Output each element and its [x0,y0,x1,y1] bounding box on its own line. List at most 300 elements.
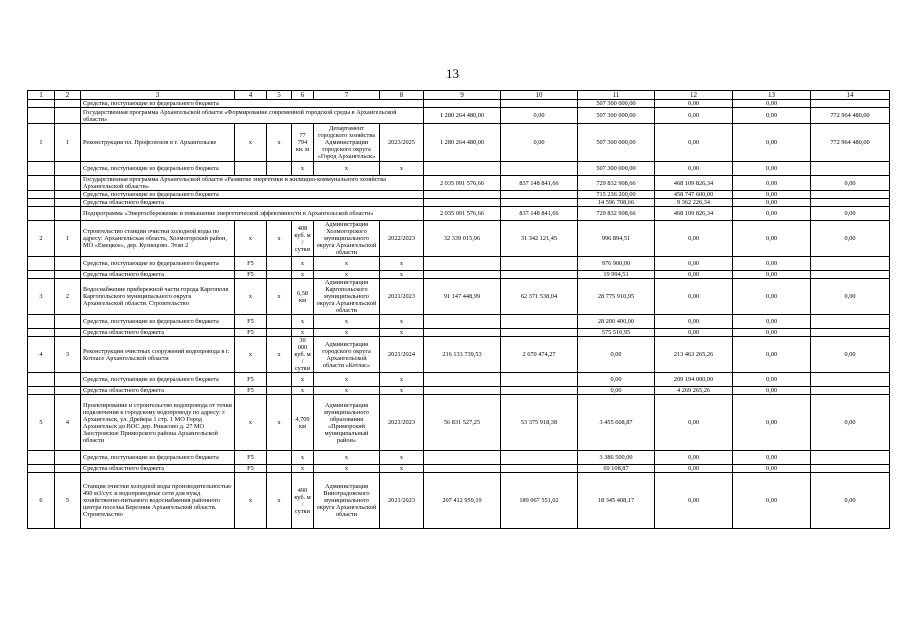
cell-c10 [501,162,578,176]
cell-c1 [28,451,55,465]
cell-c13: 0,00 [733,315,811,329]
cell-c4: F5 [235,373,267,387]
cell-c12: 0,00 [655,108,733,124]
cell-c14 [811,191,890,199]
cell-c3: Средства, поступающие из федерального бюджета [81,373,235,387]
cell-c11: 507 300 000,00 [578,162,655,176]
cell-c12: 0,00 [655,451,733,465]
table-row [28,315,890,329]
cell-c9 [424,373,501,387]
header-cell: 10 [501,91,578,100]
cell-c14: 0,00 [811,279,890,315]
cell-c13: 0,00 [733,373,811,387]
cell-c14 [811,257,890,271]
cell-c14 [811,387,890,395]
cell-c11: 507 300 000,00 [578,124,655,162]
cell-c3: Средства, поступающие из федерального бюджета [81,257,235,271]
header-cell: 13 [733,91,811,100]
cell-c6: х [292,257,314,271]
cell-c9 [424,271,501,279]
cell-c8: х [380,162,424,176]
cell-c4: F5 [235,451,267,465]
table-row [28,387,890,395]
header-cell: 7 [314,91,380,100]
cell-c9 [424,451,501,465]
cell-c3: Водоснабжение прибережной части города Каргополя Каргопольского муниципального округа Архангельской области. Строительство [81,279,235,315]
cell-c5 [267,329,292,337]
cell-c11: 507 300 000,00 [578,100,655,108]
cell-c3: Средства, поступающие из федерального бюджета [81,451,235,465]
cell-c8: 2021/2023 [380,279,424,315]
table-row [28,100,890,108]
table-row [28,207,890,221]
cell-c2 [55,207,81,221]
cell-c3: Станция очистки холодной воды производительностью 490 м3/сут. и водопроводные сети для нужд хозяйственно-питьевого водоснабжения районного центра поселка Березник Архангельской области. Строительство [81,473,235,529]
cell-c13: 0,00 [733,451,811,465]
header-cell: 2 [55,91,81,100]
cell-c5: х [267,473,292,529]
cell-c2: 3 [55,337,81,373]
cell-c10 [501,387,578,395]
cell-c2: 4 [55,395,81,451]
table-row [28,329,890,337]
row-title: Средства, поступающие из федерального бюджета [81,100,424,108]
cell-c5 [267,162,292,176]
cell-c14 [811,465,890,473]
cell-c2 [55,199,81,207]
cell-c11: 729 832 908,66 [578,207,655,221]
cell-c2: 1 [55,221,81,257]
cell-c6: 4,709 км [292,395,314,451]
cell-c8: х [380,329,424,337]
cell-c7: х [314,387,380,395]
cell-c14 [811,199,890,207]
cell-c5 [267,387,292,395]
cell-c2: 2 [55,279,81,315]
cell-c1 [28,257,55,271]
cell-c10 [501,199,578,207]
cell-c9: 207 412 959,19 [424,473,501,529]
cell-c13: 0,00 [733,100,811,108]
cell-c2 [55,271,81,279]
cell-c11: 28 775 910,95 [578,279,655,315]
cell-c13: 0,00 [733,279,811,315]
cell-c11: 0,00 [578,337,655,373]
table-row [28,279,890,315]
cell-c6: 490 куб. м / сутки [292,473,314,529]
cell-c13: 0,00 [733,162,811,176]
cell-c7: Администрация Виноградовского муниципального округа Архангельской области [314,473,380,529]
header-cell: 1 [28,91,55,100]
cell-c9: 216 133 739,53 [424,337,501,373]
row-title: Средства областного бюджета [81,199,424,207]
cell-c8: х [380,451,424,465]
cell-c5: х [267,279,292,315]
cell-c2 [55,373,81,387]
cell-c9 [424,257,501,271]
cell-c10 [501,100,578,108]
cell-c5: х [267,395,292,451]
cell-c4 [235,162,267,176]
cell-c6: х [292,162,314,176]
cell-c10: 837 148 841,66 [501,176,578,191]
cell-c11: 729 832 908,66 [578,176,655,191]
cell-c7: Администрация городского округа Архангельской области «Котлас» [314,337,380,373]
table-row [28,473,890,529]
cell-c6: 408 куб. м / сутки [292,221,314,257]
cell-c9 [424,100,501,108]
cell-c8: 2023/2025 [380,124,424,162]
cell-c10 [501,373,578,387]
header-cell: 3 [81,91,235,100]
header-row [28,91,890,100]
cell-c11: 976 900,00 [578,257,655,271]
cell-c10 [501,451,578,465]
cell-c4: F5 [235,329,267,337]
header-cell: 4 [235,91,267,100]
cell-c12: 0,00 [655,221,733,257]
table-row [28,257,890,271]
cell-c4: х [235,395,267,451]
cell-c1 [28,387,55,395]
cell-c5: х [267,337,292,373]
table-row [28,176,890,191]
cell-c13: 0,00 [733,465,811,473]
cell-c3: Средства, поступающие из федерального бюджета [81,162,235,176]
cell-c8: х [380,271,424,279]
cell-c7: х [314,373,380,387]
cell-c2 [55,451,81,465]
cell-c6: х [292,271,314,279]
cell-c12: 0,00 [655,315,733,329]
cell-c3: Средства областного бюджета [81,271,235,279]
cell-c1 [28,271,55,279]
cell-c4: х [235,221,267,257]
cell-c12: 0,00 [655,395,733,451]
cell-c1 [28,315,55,329]
cell-c7: Администрация Каргопольского муниципального округа Архангельской области [314,279,380,315]
cell-c9 [424,191,501,199]
cell-c2 [55,465,81,473]
cell-c6: х [292,329,314,337]
row-title: Средства, поступающие из федерального бюджета [81,191,424,199]
cell-c2 [55,100,81,108]
cell-c7: Администрация муниципального образования «Приморский муниципальный район» [314,395,380,451]
cell-c12: 0,00 [655,100,733,108]
cell-c8: 2022/2023 [380,221,424,257]
cell-c5 [267,373,292,387]
budget-table [27,90,890,529]
cell-c11: 507 300 000,00 [578,108,655,124]
cell-c4: F5 [235,271,267,279]
cell-c2 [55,176,81,191]
cell-c1 [28,191,55,199]
cell-c9: 1 280 264 480,00 [424,124,501,162]
cell-c7: Администрация Холмогорского муниципального округа Архангельской области [314,221,380,257]
cell-c13: 0,00 [733,337,811,373]
cell-c1 [28,465,55,473]
cell-c6: 30 000 куб. м / сутки [292,337,314,373]
cell-c11: 0,00 [578,387,655,395]
cell-c10: 31 342 121,45 [501,221,578,257]
cell-c4: х [235,124,267,162]
cell-c13: 0,00 [733,257,811,271]
cell-c13: 0,00 [733,473,811,529]
cell-c14 [811,315,890,329]
cell-c12: 0,00 [655,257,733,271]
cell-c3: Средства областного бюджета [81,465,235,473]
cell-c12: 0,00 [655,279,733,315]
table-row [28,373,890,387]
header-cell: 9 [424,91,501,100]
cell-c2: 1 [55,124,81,162]
cell-c12: 0,00 [655,329,733,337]
cell-c13: 0,00 [733,199,811,207]
cell-c12: 468 109 826,34 [655,207,733,221]
cell-c1 [28,162,55,176]
cell-c10: 837 148 841,66 [501,207,578,221]
cell-c11: 28 200 400,00 [578,315,655,329]
cell-c7: х [314,271,380,279]
header-cell: 14 [811,91,890,100]
cell-c9 [424,315,501,329]
cell-c9 [424,162,501,176]
cell-c10: 0,00 [501,108,578,124]
cell-c2 [55,191,81,199]
cell-c4: F5 [235,257,267,271]
cell-c5: х [267,221,292,257]
cell-c3: Средства областного бюджета [81,329,235,337]
cell-c1: 2 [28,221,55,257]
cell-c11: 715 236 200,00 [578,191,655,199]
cell-c5 [267,271,292,279]
cell-c7: х [314,162,380,176]
cell-c9 [424,329,501,337]
cell-c2 [55,315,81,329]
table-row [28,451,890,465]
cell-c13: 0,00 [733,221,811,257]
cell-c4: х [235,473,267,529]
cell-c2 [55,162,81,176]
cell-c1: 5 [28,395,55,451]
table-row [28,221,890,257]
cell-c8: 2021/2023 [380,473,424,529]
cell-c3: Реконструкция пл. Профсоюзов в г. Архангельске [81,124,235,162]
cell-c13: 0,00 [733,395,811,451]
cell-c12: 9 362 226,34 [655,199,733,207]
cell-c10: 2 670 474,27 [501,337,578,373]
cell-c6: х [292,373,314,387]
cell-c2 [55,387,81,395]
cell-c13: 0,00 [733,124,811,162]
cell-c10 [501,315,578,329]
cell-c1: 4 [28,337,55,373]
cell-c6: х [292,451,314,465]
cell-c5: х [267,124,292,162]
cell-c13: 0,00 [733,191,811,199]
cell-c13: 0,00 [733,329,811,337]
row-title: Государственная программа Архангельской области «Формирование современной городской среды в Архангельской области» [81,108,424,124]
cell-c11: 69 108,87 [578,465,655,473]
row-title: Подпрограмма «Энергосбережение и повышение энергетической эффективности в Архангельской области» [81,207,424,221]
table-row [28,124,890,162]
cell-c4: F5 [235,387,267,395]
cell-c7: х [314,465,380,473]
cell-c8: х [380,387,424,395]
cell-c14: 0,00 [811,207,890,221]
cell-c4: х [235,337,267,373]
cell-c3: Строительство станции очистки холодной воды по адресу: Архангельская область, Холмогорский район, МО «Емецкое», дер. Кузнецово. Этап 2 [81,221,235,257]
cell-c11: 19 994,51 [578,271,655,279]
cell-c5 [267,451,292,465]
header-cell: 5 [267,91,292,100]
cell-c13: 0,00 [733,387,811,395]
cell-c9: 1 280 264 480,00 [424,108,501,124]
cell-c6: х [292,315,314,329]
cell-c12: 0,00 [655,271,733,279]
cell-c14: 0,00 [811,176,890,191]
cell-c10 [501,329,578,337]
cell-c4: х [235,279,267,315]
cell-c14: 772 964 480,00 [811,108,890,124]
cell-c10: 0,00 [501,124,578,162]
table-row [28,395,890,451]
cell-c11: 575 510,95 [578,329,655,337]
cell-c14 [811,271,890,279]
cell-c8: х [380,373,424,387]
cell-c12: 4 269 265,26 [655,387,733,395]
cell-c7: х [314,329,380,337]
cell-c3: Реконструкция очистных сооружений водопровода в г. Котласе Архангельской области [81,337,235,373]
header-cell: 11 [578,91,655,100]
cell-c13: 0,00 [733,108,811,124]
cell-c11: 18 345 408,17 [578,473,655,529]
cell-c10: 189 067 551,02 [501,473,578,529]
cell-c10 [501,191,578,199]
cell-c14 [811,373,890,387]
cell-c1 [28,108,55,124]
cell-c6: х [292,465,314,473]
cell-c9 [424,387,501,395]
cell-c8: х [380,315,424,329]
cell-c12: 0,00 [655,124,733,162]
table-row [28,191,890,199]
page-number: 13 [446,66,459,81]
header-cell: 6 [292,91,314,100]
cell-c11: 996 894,51 [578,221,655,257]
cell-c1 [28,329,55,337]
cell-c10 [501,465,578,473]
cell-c2: 5 [55,473,81,529]
cell-c3: Проектирование и строительство водопровода от точки подключения к городскому водопроводу по адресу: г. Архангельск, ул. Дрейера 1 стр. 1 МО Город Архангельск до ВОС дер. Рикасово д. 27 МО Заостровское Приморского района Архангельской области [81,395,235,451]
cell-c4: F5 [235,315,267,329]
cell-c6: 77 794 кв. м [292,124,314,162]
cell-c13: 0,00 [733,271,811,279]
cell-c13: 0,00 [733,207,811,221]
table-row [28,162,890,176]
cell-c12: 468 109 826,34 [655,176,733,191]
cell-c14: 0,00 [811,473,890,529]
cell-c3: Средства областного бюджета [81,387,235,395]
cell-c13: 0,00 [733,176,811,191]
cell-c7: х [314,451,380,465]
cell-c9 [424,199,501,207]
cell-c9: 91 147 448,99 [424,279,501,315]
header-cell: 12 [655,91,733,100]
header-cell: 8 [380,91,424,100]
cell-c5 [267,257,292,271]
cell-c11: 0,00 [578,373,655,387]
cell-c10: 62 371 538,04 [501,279,578,315]
cell-c1: 6 [28,473,55,529]
cell-c10 [501,271,578,279]
cell-c4: F5 [235,465,267,473]
cell-c2 [55,329,81,337]
cell-c1 [28,176,55,191]
table-row [28,108,890,124]
cell-c14 [811,451,890,465]
cell-c14: 0,00 [811,221,890,257]
cell-c2 [55,257,81,271]
cell-c6: х [292,387,314,395]
cell-c12: 0,00 [655,162,733,176]
cell-c2 [55,108,81,124]
cell-c7: х [314,315,380,329]
cell-c14: 0,00 [811,395,890,451]
cell-c9 [424,465,501,473]
cell-c12: 0,00 [655,465,733,473]
table-row [28,271,890,279]
cell-c14 [811,329,890,337]
table-row [28,199,890,207]
cell-c1: 1 [28,124,55,162]
cell-c3: Средства, поступающие из федерального бюджета [81,315,235,329]
cell-c12: 458 747 600,00 [655,191,733,199]
table-row [28,337,890,373]
cell-c14 [811,100,890,108]
cell-c8: 2021/2023 [380,395,424,451]
cell-c5 [267,315,292,329]
cell-c9: 2 035 091 576,66 [424,176,501,191]
row-title: Государственная программа Архангельской области «Развитие энергетики и жилищно-коммунального хозяйства Архангельской области» [81,176,424,191]
cell-c1 [28,373,55,387]
cell-c9: 56 831 527,25 [424,395,501,451]
cell-c11: 14 596 708,66 [578,199,655,207]
cell-c12: 213 463 265,26 [655,337,733,373]
cell-c8: х [380,465,424,473]
cell-c14: 772 964 480,00 [811,124,890,162]
cell-c12: 0,00 [655,473,733,529]
cell-c11: 3 455 608,87 [578,395,655,451]
cell-c8: 2021/2024 [380,337,424,373]
cell-c9: 2 035 091 576,66 [424,207,501,221]
cell-c10: 53 375 918,38 [501,395,578,451]
cell-c9: 32 339 015,96 [424,221,501,257]
cell-c11: 3 386 500,00 [578,451,655,465]
cell-c5 [267,465,292,473]
cell-c10 [501,257,578,271]
cell-c7: х [314,257,380,271]
cell-c14: 0,00 [811,337,890,373]
cell-c12: 209 194 000,00 [655,373,733,387]
cell-c1: 3 [28,279,55,315]
cell-c7: Департамент городского хозяйства Администрации городского округа «Город Архангельск» [314,124,380,162]
cell-c14 [811,162,890,176]
cell-c1 [28,207,55,221]
cell-c8: х [380,257,424,271]
table-row [28,465,890,473]
cell-c1 [28,199,55,207]
